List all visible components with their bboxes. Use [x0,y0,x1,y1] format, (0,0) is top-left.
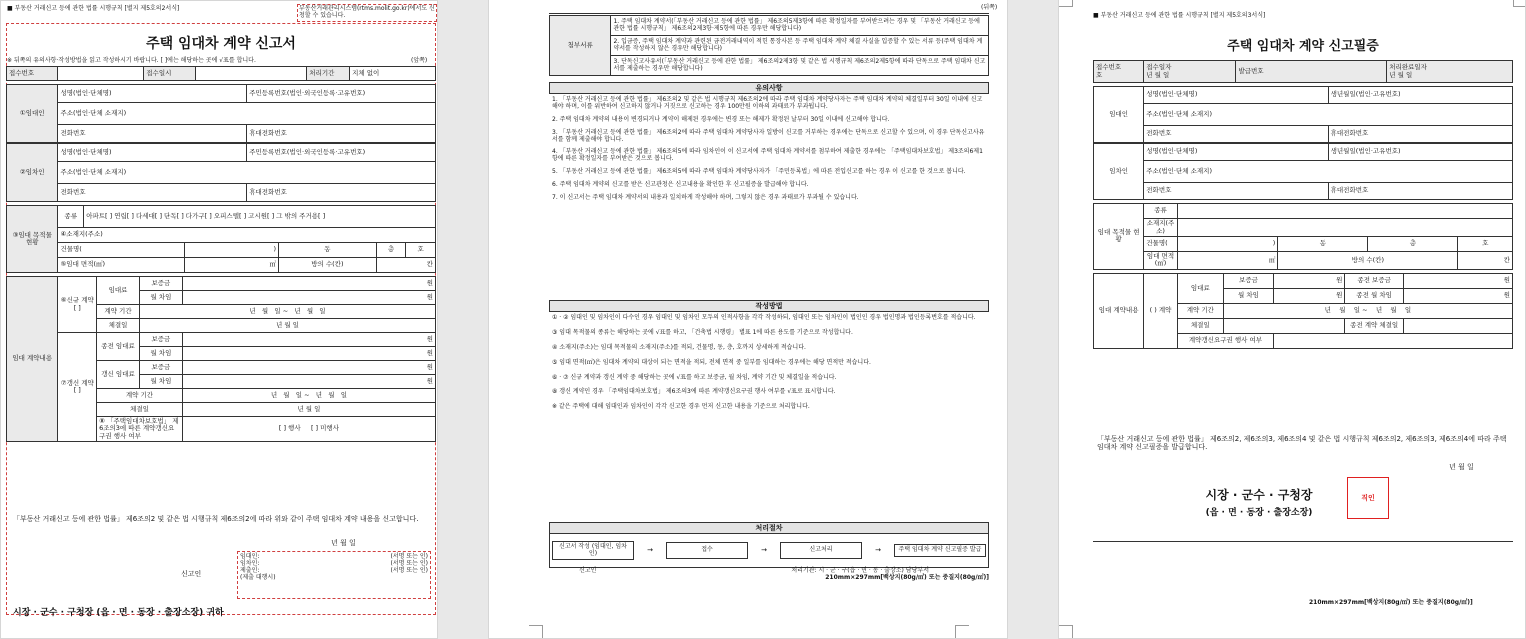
cert-area-label: 임대 면적(㎡) [1144,252,1178,270]
cert-deposit-label: 보증금 [1223,273,1273,288]
area-label: ⑤임대 면적(㎡) [58,258,184,273]
rooms-unit: 칸 [376,258,435,273]
cert-header: ■ 부동산 거래신고 등에 관한 법률 시행규칙 [별지 제5호의3서식] [1093,12,1266,19]
dong-label: 동 [279,243,377,258]
cert-lessor-table [1093,86,1513,143]
cert-renewal-right: 계약갱신요구권 행사 여부 [1177,333,1273,348]
lessor-phone: 전화번호 [58,125,247,143]
cert-dong: 동 [1278,237,1368,252]
howto-2: ③ 임대 목적물의 종류는 해당하는 곳에 √표를 하고, 「건축법 시행령」 별표 1에 따른 용도를 기준으로 작성합니다. [552,328,853,336]
before-monthly-won: 원 [182,347,435,361]
attachments-table [549,15,989,76]
note-7: 7. 이 신고서는 주택 임대차 계약서의 내용과 일치하게 작성해야 하며, 그렇지 않은 경우 과태료가 부과될 수 있습니다. [552,194,859,202]
cert-monthly-won: 원 [1274,288,1345,303]
cert-prev-monthly-won: 원 [1404,288,1513,303]
cert-period-label: 계약 기간 [1177,303,1223,318]
cert-prev-deposit: 종전 보증금 [1345,273,1404,288]
lessor-id: 주민등록번호(법인·외국인등록·고유번호) [247,85,436,103]
receipt-table [6,66,436,81]
lessor-sign: (서명 또는 인) [390,553,428,560]
form-header-right: 부동산거래관리시스템(rtms.molit.go.kr)에서도 신청할 수 있습니다. [297,4,437,22]
reporter-submitter: 제출인: [240,566,260,574]
before-rent-label: 종전 임대료 [97,333,140,361]
new-monthly-label: 월 차임 [139,291,182,305]
cert-lessor-label: 임대인 [1094,87,1144,143]
new-sign-date-ymd: 년 월 일 [139,319,435,333]
cert-deposit-won: 원 [1274,273,1345,288]
form-footer-recipient: 시장 · 군수 · 구청장 (읍 · 면 · 동장 · 출장소장) 귀하 [13,608,224,618]
cert-lessee-address: 주소(법인·단체 소재지) [1144,161,1513,183]
location-label: ④소재지(주소) [58,228,436,243]
area-unit: ㎡ [184,258,278,273]
cert-lessor-name: 성명(법인·단체명) [1144,87,1328,104]
howto-7: ※ 같은 주택에 대해 임대인과 임차인이 각각 신고한 경우 먼저 신고한 내용을 기준으로 처리합니다. [552,403,810,411]
reporter-lessee: 임차인: [240,559,260,567]
cert-issue-date: 처리완료일자 [1389,63,1427,72]
lessor-label: ①임대인 [7,85,58,143]
cert-lessor-birth: 생년월일(법인·고유번호) [1328,87,1512,104]
cert-target-label: 임대 목적물 현황 [1094,204,1144,270]
statement-text: 「부동산 거래신고 등에 관한 법률」 제6조의2 및 같은 법 시행규칙 제6조의2에 따라 위와 같이 주택 임대차 계약 내용을 신고합니다. [13,515,419,523]
lessee-phone: 전화번호 [58,184,247,202]
cert-contract-type: ( ) 계약 [1144,273,1178,348]
lease-report-form-page [0,0,438,639]
rooms-label: 방의 수(칸) [279,258,377,273]
renewal-label: ⑦갱신 계약 [60,378,94,387]
unused-checkbox[interactable]: [ ] 미행사 [310,424,339,433]
flow-step-2: 접수 [666,542,748,559]
reporter-lessor: 임대인: [240,553,260,560]
flow-arrow-1: → [647,546,653,555]
contract-label: 임대 계약내용 [7,277,58,442]
attachments-label: 첨부서류 [550,16,611,76]
lease-form-back-page [488,0,1008,639]
note-1: 1. 「부동산 거래신고 등에 관한 법률」 제6조의2 및 같은 법 시행규칙 제6조의2에 따라 주택 임대차 계약당사자는 주택 임대차 계약의 체결일부터 30일 이내에 신고해야 하며, 이를 위반하여 신고하지 않거나 거짓으로 신고하는 경우 100만원 이하의 과태료가 부과됩니다. [552,96,983,110]
cert-receipt-date: 접수일자 [1146,63,1172,72]
cert-target-table: 임대 목적물 현황 종류 소재지(주소) 건물명( ) 동 층 호 임대 면적(㎡) ㎡ 방의 수(칸) 칸 [1093,203,1513,270]
floor-label: 층 [376,243,406,258]
cert-type-label: 종류 [1144,204,1178,219]
target-label: ③임대 목적물 현황 [7,206,58,273]
cert-authority: 시장 · 군수 · 구청장 [1205,488,1313,502]
statement-date: 년 월 일 [331,539,356,547]
lessor-address: 주소(법인·단체 소재지) [58,103,436,125]
new-period-label: 계약 기간 [97,305,140,319]
reporter-agent: (제출 대행시) [240,573,276,581]
used-checkbox[interactable]: [ ] 행사 [278,424,301,433]
new-rent-label: 임대료 [97,277,140,305]
lessee-name: 성명(법인·단체명) [58,144,247,162]
receipt-no-label: 접수번호 [7,67,58,81]
before-monthly-label: 월 차임 [139,347,182,361]
cert-lessor-phone: 전화번호 [1144,126,1328,143]
cert-footer: 210mm×297mm[백상지(80g/㎡) 또는 중질지(80g/㎡)] [1309,599,1473,606]
new-deposit-label: 보증금 [139,277,182,291]
renew-sign-date-label: 체결일 [97,403,183,417]
cert-ho: 호 [1458,237,1513,252]
lessee-address: 주소(법인·단체 소재지) [58,162,436,184]
cert-receipt-date-ymd: 년 월 일 [1146,70,1170,79]
cert-prev-monthly: 종전 월 차임 [1345,288,1404,303]
lessee-id: 주민등록번호(법인·외국인등록·고유번호) [247,144,436,162]
cert-lessee-name: 성명(법인·단체명) [1144,144,1328,161]
flow-step-1: 신고서 작성 (임대인, 임차인) [552,541,634,561]
cert-rooms-unit: 칸 [1458,252,1513,270]
contract-table: 임대 계약내용 ⑥신규 계약 [ ] 임대료 보증금 원 월 차임 원 계약 기간 년 월 일 ~ 년 월 일 체결일 년 월 일 ⑦갱신 계약 [ ] 종전 임대료 보증금 원 월 차임 원 갱신 임대료 보증금 원 월 차임 원 계약 기간 년 월 일 ~ 년 월 일 체결일 년 월 일 ⑧ 「주택임대차보호법」 제6조의3에 따른 계약갱신요구권 행사 여부 [ ] 행사 [ ] 미행사 [6,276,436,442]
cert-area-unit: ㎡ [1177,252,1278,270]
lessee-table [6,143,436,202]
cert-monthly-label: 월 차임 [1223,288,1273,303]
type-label: 종류 [58,206,84,228]
cert-title: 주택 임대차 계약 신고필증 [1227,39,1379,54]
flow-step-4: 주택 임대차 계약 신고필증 발급 [894,544,986,557]
flow-sub-1: 신고인 [579,567,597,574]
lessor-mobile: 휴대전화번호 [247,125,436,143]
howto-title: 작성방법 [549,300,989,312]
cert-receipt-table [1093,60,1513,83]
new-sign-date-label: 체결일 [97,319,140,333]
cert-prev-deposit-won: 원 [1404,273,1513,288]
howto-5: ⑥ · ⑦ 신규 계약과 갱신 계약 중 해당하는 곳에 √표를 하고 보증금, 월 차임, 계약 기간 및 체결일을 적습니다. [552,373,837,381]
note-2: 2. 주택 임대차 계약의 내용이 변경되거나 계약이 해제된 경우에는 변경 또는 해제가 확정된 날부터 30일 이내에 신고해야 합니다. [552,115,890,123]
form-title: 주택 임대차 계약 신고서 [146,36,296,52]
cert-sign-label: 체결일 [1177,318,1223,333]
howto-1: ① · ② 임대인 및 임차인이 다수인 경우 임대인 및 임차인 모두의 인적사항을 각각 작성하되, 임대인 또는 임차인이 법인인 경우 법인명과 법인등록번호를 적습니다. [552,314,976,321]
cert-lessee-birth: 생년월일(법인·고유번호) [1328,144,1512,161]
before-deposit-label: 보증금 [139,333,182,347]
flow-step-3: 신고처리 [780,542,862,559]
period-value: 지체 없이 [350,67,436,81]
attachment-1: 1. 주택 임대차 계약서(「부동산 거래신고 등에 관한 법률」 제6조의5제3항에 따른 확정일자를 부여받으려는 경우 및 「부동산 거래신고 등에 관한 법률 시행규칙」 제6조의2제3항·제5항에 따른 경우만 해당합니다) [611,16,989,36]
howto-4: ⑤ 임대 면적(㎡)은 임대차 계약의 대상이 되는 면적을 적되, 전체 면적 중 일부를 임대하는 경우에는 해당 면적만 적습니다. [552,358,871,366]
target-table: ③임대 목적물 현황 종류 아파트[ ] 연립[ ] 다세대[ ] 단독[ ] 다가구[ ] 오피스텔[ ] 고시원[ ] 그 밖의 주거용[ ] ④소재지(주소) 건물명( ) 동 층 호 ⑤임대 면적(㎡) ㎡ 방의 수(칸) 칸 [6,205,436,273]
note-4: 4. 「부동산 거래신고 등에 관한 법률」 제6조의5에 따라 임차인이 이 신고서에 주택 임대차 계약서를 첨부하여 제출한 경우에는 「주택임대차보호법」 제3조의6제1항에 따른 확정일자를 부여받은 것으로 봅니다. [552,148,983,163]
new-deposit-won: 원 [182,277,435,291]
cert-lessee-table [1093,143,1513,200]
after-monthly-label: 월 차임 [139,375,182,389]
new-contract-label: ⑥신규 계약 [60,296,94,305]
attachment-3: 3. 단독신고사유서(「부동산 거래신고 등에 관한 법률」 제6조의2제3항 및 같은 법 시행규칙 제6조의2제5항에 따라 단독으로 주택 임대차 신고서를 제출하는 경우만 해당합니다) [611,56,989,76]
cert-authority-sub: (읍 · 면 · 동장 · 출장소장) [1205,508,1313,518]
after-deposit-won: 원 [182,361,435,375]
after-rent-label: 갱신 임대료 [97,361,140,389]
official-seal: 직인 [1347,477,1389,519]
lessor-table [6,84,436,143]
flow-arrow-3: → [875,546,881,555]
page-side-label: (앞쪽) [411,57,428,64]
cert-building: 건물명( [1144,237,1178,252]
cert-rooms-label: 방의 수(칸) [1278,252,1458,270]
building-name: 건물명( [58,243,184,258]
lessee-label: ②임차인 [7,144,58,202]
period-label: 처리기간 [307,67,350,81]
form-note: ※ 뒤쪽의 유의사항·작성방법을 읽고 작성하시기 바랍니다. [ ]에는 해당하는 곳에 √표를 합니다. [7,57,256,64]
form-header-left: ■ 부동산 거래신고 등에 관한 법률 시행규칙 [별지 제5호의2서식] [7,5,180,12]
reporter-label: 신고인 [181,570,202,578]
notes-title: 유의사항 [549,82,989,94]
cert-lessor-mobile: 휴대전화번호 [1328,126,1512,143]
cert-receipt-no-unit: 호 [1096,70,1103,79]
cert-issue-no: 발급번호 [1238,66,1264,75]
cert-location-label: 소재지(주소) [1144,219,1178,237]
cert-lessor-address: 주소(법인·단체 소재지) [1144,104,1513,126]
renewal-right-label: ⑧ 「주택임대차보호법」 제6조의3에 따른 계약갱신요구권 행사 여부 [97,417,183,442]
note-5: 5. 「부동산 거래신고 등에 관한 법률」 제6조의5에 따라 주택 임대차 계약당사자가 「주민등록법」에 따른 전입신고를 하는 경우 이 신고를 한 것으로 봅니다. [552,168,966,176]
cert-rent-label: 임대료 [1177,273,1223,303]
cert-lessee-mobile: 휴대전화번호 [1328,183,1512,200]
lessee-mobile: 휴대전화번호 [247,184,436,202]
flow-title: 처리절차 [549,522,989,534]
howto-3: ④ 소재지(주소)는 임대 목적물의 소재지(주소)를 적되, 건물명, 동, 층, 호까지 상세하게 적습니다. [552,343,806,351]
attachment-2: 2. 입금증, 주택 임대차 계약과 관련된 금전거래내역이 적힌 통장사본 등 주택 임대차 계약 체결 사실을 입증할 수 있는 서류 등(주택 임대차 계약서를 작성하지 않은 경우만 해당합니다) [611,36,989,56]
note-6: 6. 주택 임대차 계약의 신고를 받은 신고관청은 신고내용을 확인한 후 신고필증을 발급해야 합니다. [552,181,809,189]
howto-6: ⑧ 갱신 계약인 경우 「주택임대차보호법」 제6조의3에 따른 계약갱신요구권 행사 여부를 √표로 표시합니다. [552,388,836,396]
note-3: 3. 「부동산 거래신고 등에 관한 법률」 제6조의2에 따라 주택 임대차 계약당사자 일방이 신고를 거부하는 경우에는 단독으로 신고할 수 있으며, 이 경우 단독신고사유서를 함께 제출해야 합니다. [552,128,985,143]
back-page-footer: 210mm×297mm[백상지(80g/㎡) 또는 중질지(80g/㎡)] [825,573,989,581]
process-flow [549,534,989,568]
cert-contract-table: 임대 계약내용 ( ) 계약 임대료 보증금 원 종전 보증금 원 월 차임 원 종전 월 차임 원 계약 기간 년 월 일 ~ 년 월 일 체결일 종전 계약 체결일 계약갱신요구권 행사 여부 [1093,273,1513,349]
cert-prev-period: 종전 계약 체결일 [1345,318,1404,333]
after-monthly-won: 원 [182,375,435,389]
renew-period-label: 계약 기간 [97,389,183,403]
before-deposit-won: 원 [182,333,435,347]
cert-lessee-label: 임차인 [1094,144,1144,200]
flow-arrow-2: → [761,546,767,555]
lessor-name: 성명(법인·단체명) [58,85,247,103]
flow-sub-2: 처리기관: 시 · 군 · 구(읍 · 면 · 동 · 출장소) 담당부서 [791,567,929,574]
cert-statement: 「부동산 거래신고 등에 관한 법률」 제6조의2, 제6조의3, 제6조의4 및 같은 법 시행규칙 제6조의2, 제6조의3, 제6조의4에 따라 주택 임대차 계약 신고필증을 발급합니다. [1097,435,1507,452]
receipt-date-label: 접수일시 [144,67,195,81]
back-page-label: (뒤쪽) [981,4,998,11]
type-options: 아파트[ ] 연립[ ] 다세대[ ] 단독[ ] 다가구[ ] 오피스텔[ ] 고시원[ ] 그 밖의 주거용[ ] [84,206,436,228]
after-deposit-label: 보증금 [139,361,182,375]
cert-receipt-no: 접수번호 [1096,63,1122,72]
cert-issue-date-ymd: 년 월 일 [1389,70,1413,79]
lease-certificate-page [1058,0,1526,639]
cert-lessee-phone: 전화번호 [1144,183,1328,200]
submitter-sign: (서명 또는 인) [390,566,428,574]
ho-label: 호 [406,243,436,258]
cert-contract-label: 임대 계약내용 [1094,273,1144,348]
cert-date: 년 월 일 [1449,463,1474,471]
renew-sign-date-ymd: 년 월 일 [182,403,435,417]
new-monthly-won: 원 [182,291,435,305]
lessee-sign: (서명 또는 인) [390,559,428,567]
cert-floor: 층 [1368,237,1458,252]
